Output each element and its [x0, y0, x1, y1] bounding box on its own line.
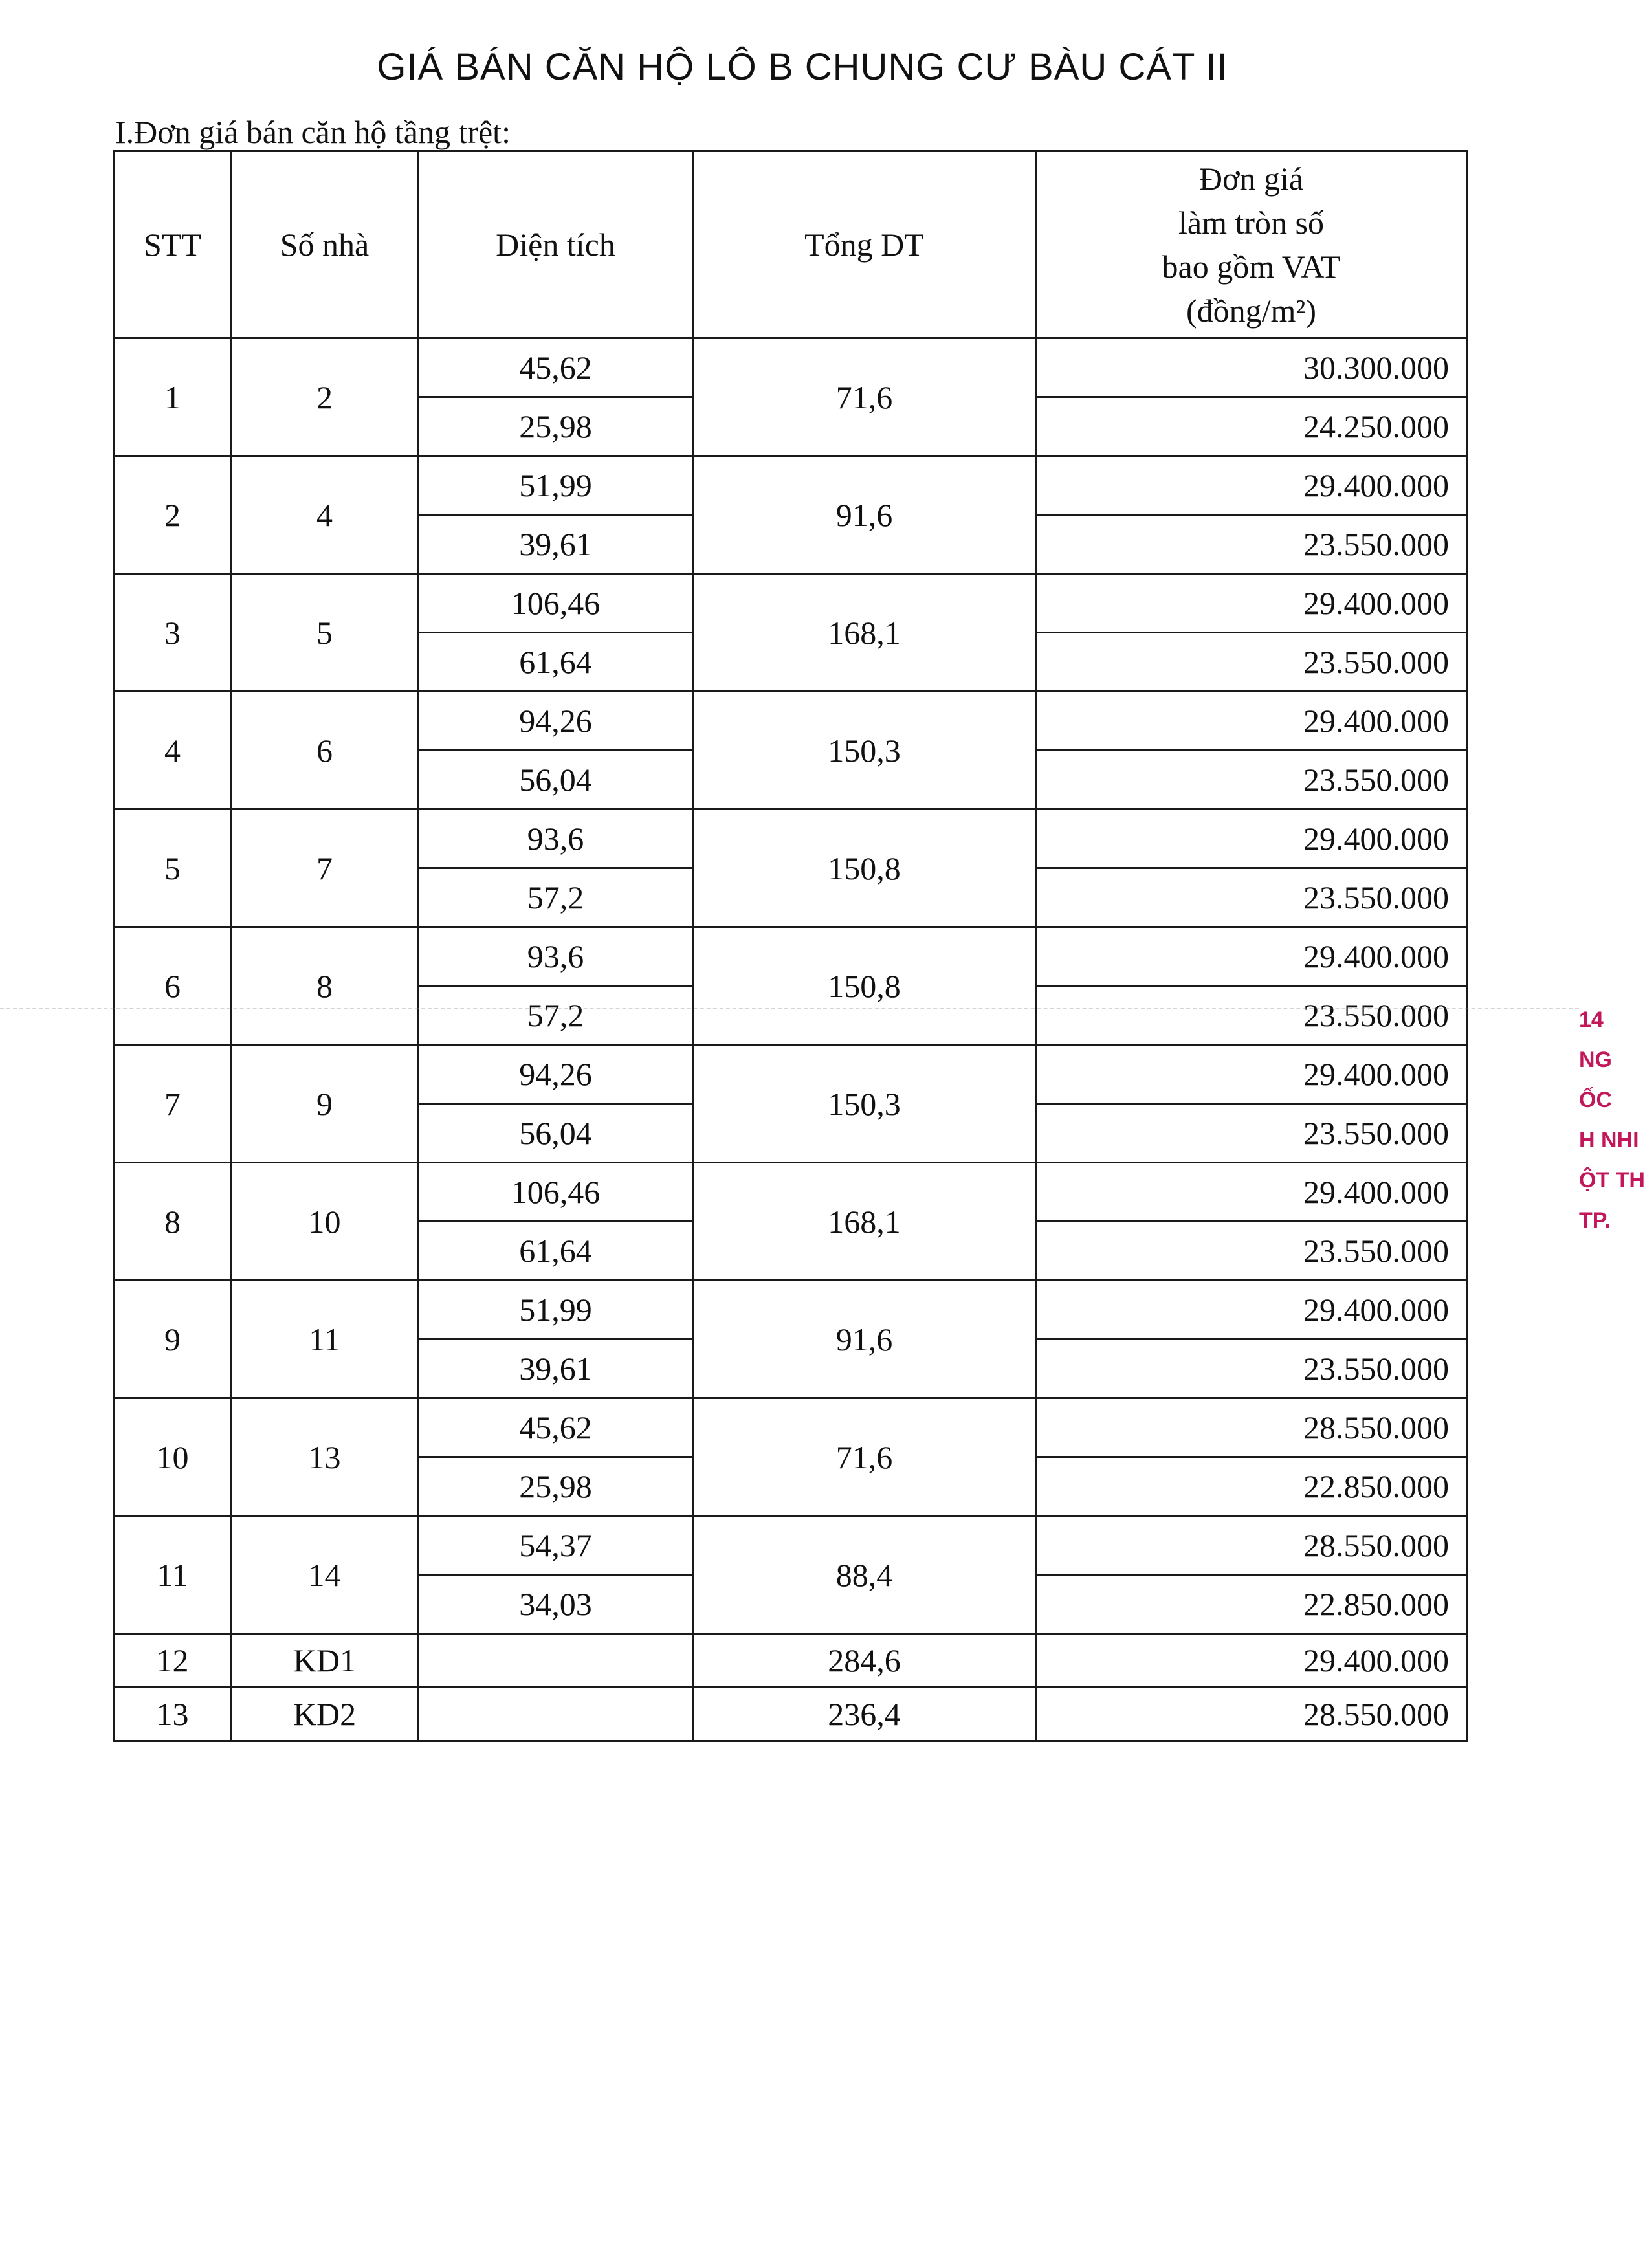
price-table [113, 150, 1468, 1742]
cell-don-gia: 29.400.000 [1036, 456, 1467, 515]
table-row [115, 574, 1467, 633]
cell-dien-tich: 34,03 [419, 1575, 693, 1634]
cell-dien-tich: 93,6 [419, 927, 693, 986]
stamp-text-fragment: ỘT TH [1579, 1168, 1645, 1193]
cell-dien-tich: 25,98 [419, 1457, 693, 1516]
header-don-gia-line-3: bao gồm VAT [1162, 248, 1341, 285]
cell-don-gia: 23.550.000 [1036, 1339, 1467, 1398]
cell-dien-tich: 61,64 [419, 1222, 693, 1281]
header-stt: STT [115, 151, 231, 338]
cell-don-gia: 23.550.000 [1036, 751, 1467, 809]
cell-dien-tich [419, 1688, 693, 1741]
stamp-text-fragment: NG [1579, 1048, 1612, 1072]
table-row [115, 338, 1467, 397]
cell-dien-tich: 51,99 [419, 456, 693, 515]
table-row [115, 1281, 1467, 1339]
cell-so-nha: 10 [231, 1163, 419, 1281]
cell-don-gia: 23.550.000 [1036, 515, 1467, 574]
cell-stt: 11 [115, 1516, 231, 1634]
cell-dien-tich: 106,46 [419, 1163, 693, 1222]
cell-dien-tich: 51,99 [419, 1281, 693, 1339]
cell-don-gia: 28.550.000 [1036, 1688, 1467, 1741]
cell-don-gia: 29.400.000 [1036, 1163, 1467, 1222]
cell-so-nha: KD2 [231, 1688, 419, 1741]
header-row [115, 151, 1467, 338]
cell-don-gia: 29.400.000 [1036, 1634, 1467, 1688]
table-row [115, 692, 1467, 751]
cell-dien-tich: 94,26 [419, 692, 693, 751]
header-tong-dt: Tổng DT [693, 151, 1036, 338]
table-row [115, 1634, 1467, 1688]
cell-don-gia: 29.400.000 [1036, 1045, 1467, 1104]
cell-tong-dt: 168,1 [693, 574, 1036, 692]
cell-dien-tich: 45,62 [419, 338, 693, 397]
cell-stt: 5 [115, 809, 231, 927]
table-row [115, 809, 1467, 868]
cell-so-nha: 11 [231, 1281, 419, 1398]
cell-don-gia: 29.400.000 [1036, 1281, 1467, 1339]
cell-stt: 9 [115, 1281, 231, 1398]
cell-dien-tich: 56,04 [419, 751, 693, 809]
cell-so-nha: 2 [231, 338, 419, 456]
cell-tong-dt: 168,1 [693, 1163, 1036, 1281]
cell-so-nha: 9 [231, 1045, 419, 1163]
header-dien-tich: Diện tích [419, 151, 693, 338]
cell-tong-dt: 91,6 [693, 1281, 1036, 1398]
cell-tong-dt: 71,6 [693, 1398, 1036, 1516]
cell-stt: 12 [115, 1634, 231, 1688]
document-title: GIÁ BÁN CĂN HỘ LÔ B CHUNG CƯ BÀU CÁT II [377, 46, 1228, 88]
price-table-body [115, 338, 1467, 1741]
cell-stt: 10 [115, 1398, 231, 1516]
cell-so-nha: 14 [231, 1516, 419, 1634]
cell-dien-tich: 45,62 [419, 1398, 693, 1457]
cell-so-nha: 8 [231, 927, 419, 1045]
cell-dien-tich: 57,2 [419, 868, 693, 927]
cell-dien-tich: 61,64 [419, 633, 693, 692]
cell-so-nha: 7 [231, 809, 419, 927]
cell-stt: 13 [115, 1688, 231, 1741]
cell-don-gia: 28.550.000 [1036, 1398, 1467, 1457]
stamp-text-fragment: ỐC [1579, 1088, 1612, 1112]
section-title: I.Đơn giá bán căn hộ tầng trệt: [115, 114, 511, 150]
stamp-text-fragment: TP. [1579, 1208, 1611, 1233]
cell-dien-tich: 57,2 [419, 986, 693, 1045]
cell-don-gia: 22.850.000 [1036, 1575, 1467, 1634]
cell-dien-tich: 94,26 [419, 1045, 693, 1104]
table-row [115, 1516, 1467, 1575]
cell-tong-dt: 88,4 [693, 1516, 1036, 1634]
cell-so-nha: 4 [231, 456, 419, 574]
cell-dien-tich: 56,04 [419, 1104, 693, 1163]
cell-don-gia: 23.550.000 [1036, 1104, 1467, 1163]
cell-stt: 2 [115, 456, 231, 574]
cell-dien-tich: 25,98 [419, 397, 693, 456]
cell-don-gia: 29.400.000 [1036, 574, 1467, 633]
header-don-gia-line-1: Đơn giá [1198, 160, 1304, 197]
header-don-gia-line-4: (đồng/m²) [1186, 292, 1317, 329]
cell-stt: 6 [115, 927, 231, 1045]
cell-tong-dt: 284,6 [693, 1634, 1036, 1688]
cell-dien-tich: 39,61 [419, 1339, 693, 1398]
table-row [115, 1045, 1467, 1104]
cell-don-gia: 29.400.000 [1036, 809, 1467, 868]
cell-so-nha: KD1 [231, 1634, 419, 1688]
cell-so-nha: 13 [231, 1398, 419, 1516]
stamp-text-fragment: 14 [1579, 1007, 1604, 1032]
header-don-gia-line-2: làm tròn số [1178, 204, 1324, 241]
table-row [115, 1163, 1467, 1222]
cell-don-gia: 23.550.000 [1036, 1222, 1467, 1281]
cell-stt: 3 [115, 574, 231, 692]
table-row [115, 1688, 1467, 1741]
cell-tong-dt: 150,3 [693, 692, 1036, 809]
cell-dien-tich: 106,46 [419, 574, 693, 633]
cell-so-nha: 5 [231, 574, 419, 692]
cell-tong-dt: 71,6 [693, 338, 1036, 456]
cell-don-gia: 28.550.000 [1036, 1516, 1467, 1575]
cell-don-gia: 23.550.000 [1036, 986, 1467, 1045]
cell-tong-dt: 236,4 [693, 1688, 1036, 1741]
header-don-gia [1036, 151, 1467, 338]
cell-don-gia: 29.400.000 [1036, 927, 1467, 986]
scan-artifact-line [0, 1008, 1579, 1009]
cell-stt: 4 [115, 692, 231, 809]
cell-don-gia: 22.850.000 [1036, 1457, 1467, 1516]
red-stamp-fragment [1579, 1000, 1645, 1284]
cell-stt: 1 [115, 338, 231, 456]
cell-stt: 7 [115, 1045, 231, 1163]
cell-tong-dt: 150,8 [693, 809, 1036, 927]
cell-dien-tich [419, 1634, 693, 1688]
cell-don-gia: 29.400.000 [1036, 692, 1467, 751]
table-row [115, 927, 1467, 986]
cell-so-nha: 6 [231, 692, 419, 809]
header-so-nha: Số nhà [231, 151, 419, 338]
cell-don-gia: 23.550.000 [1036, 633, 1467, 692]
cell-dien-tich: 93,6 [419, 809, 693, 868]
cell-stt: 8 [115, 1163, 231, 1281]
cell-tong-dt: 150,8 [693, 927, 1036, 1045]
cell-dien-tich: 54,37 [419, 1516, 693, 1575]
cell-don-gia: 24.250.000 [1036, 397, 1467, 456]
table-row [115, 1398, 1467, 1457]
cell-don-gia: 30.300.000 [1036, 338, 1467, 397]
stamp-text-fragment: H NHI [1579, 1128, 1639, 1152]
cell-tong-dt: 91,6 [693, 456, 1036, 574]
table-row [115, 456, 1467, 515]
cell-tong-dt: 150,3 [693, 1045, 1036, 1163]
cell-dien-tich: 39,61 [419, 515, 693, 574]
cell-don-gia: 23.550.000 [1036, 868, 1467, 927]
